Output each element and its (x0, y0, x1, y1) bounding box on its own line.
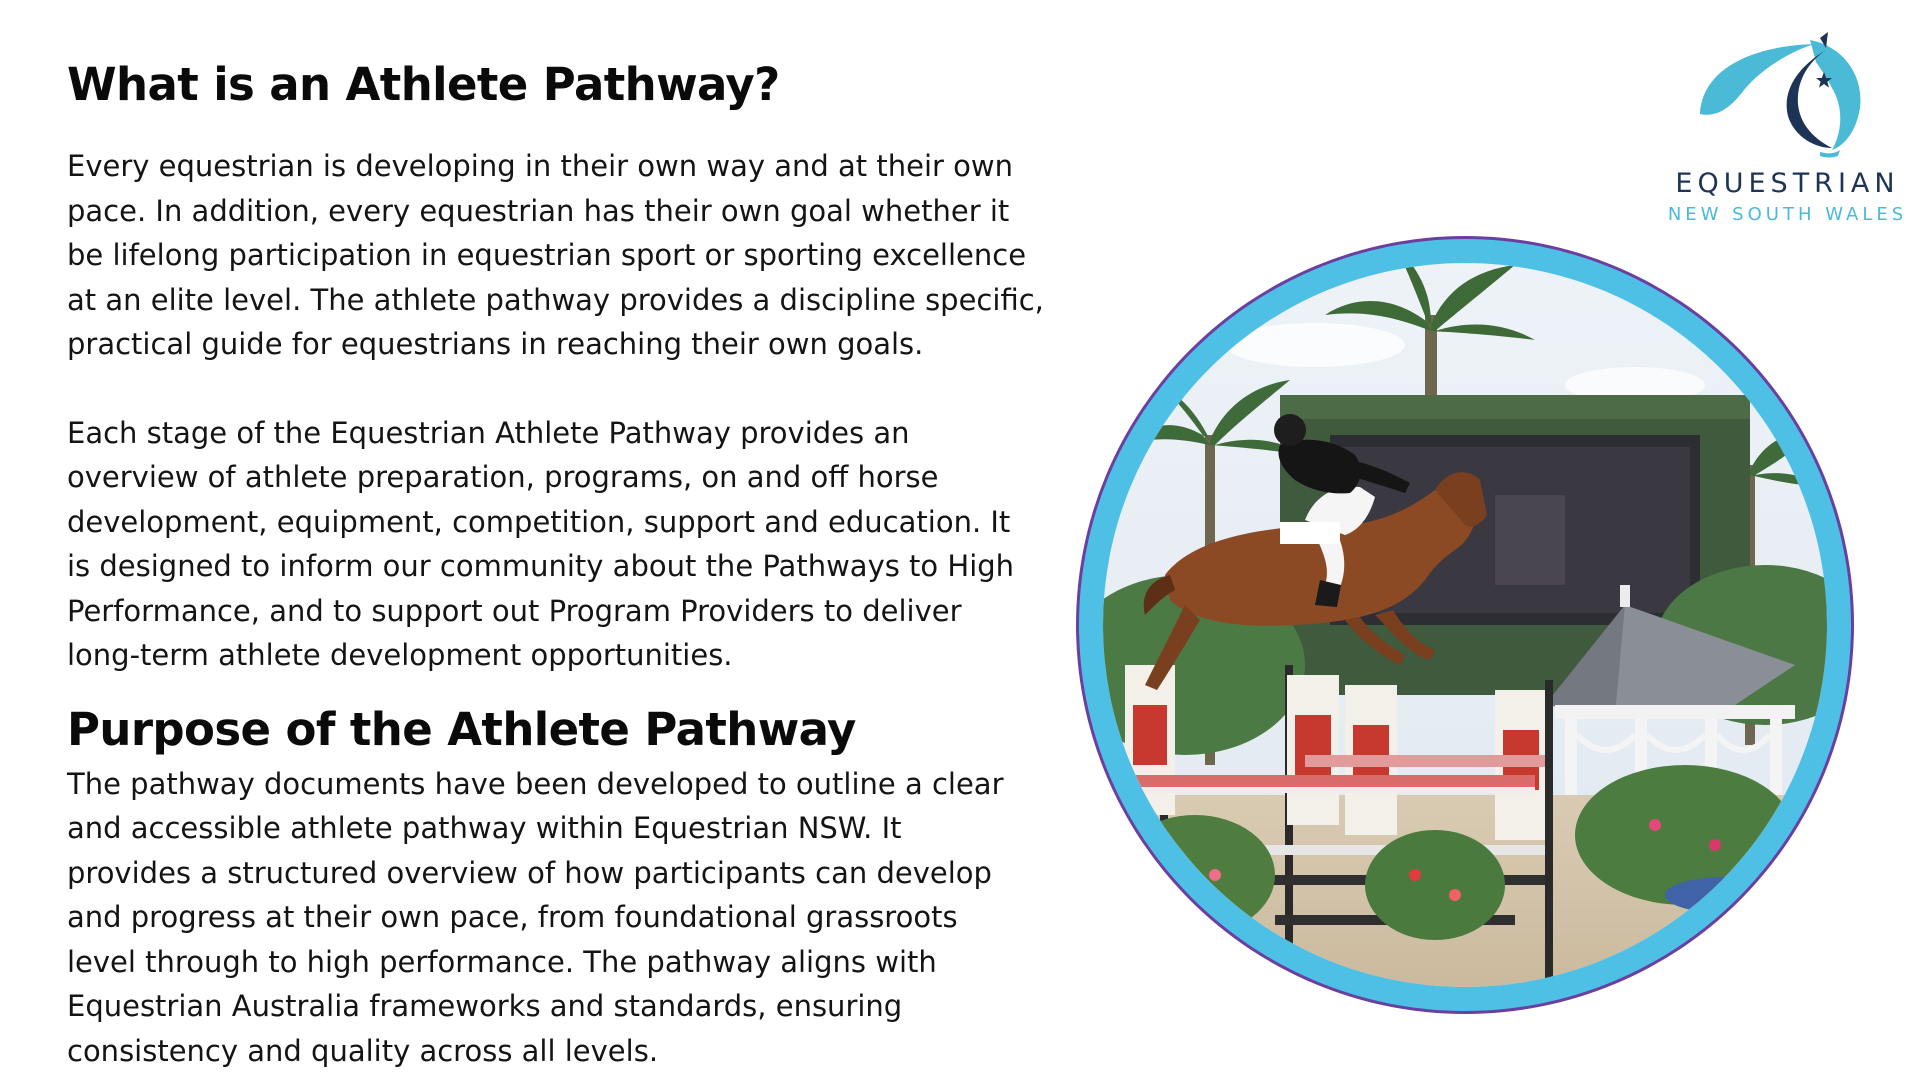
paragraph-line: is designed to inform our community about the Pathways to High (67, 549, 1015, 583)
paragraph-line: be lifelong participation in equestrian sport or sporting excellence (67, 238, 1027, 272)
section-heading: Purpose of the Athlete Pathway (67, 702, 856, 756)
paragraph-line: The pathway documents have been developed to outline a clear (67, 766, 1004, 801)
paragraph-line: provides a structured overview of how participants can develop (67, 855, 992, 890)
paragraph-line: development, equipment, competition, support and education. It (67, 504, 1011, 539)
logo-subtitle: NEW SOUTH WALES (1667, 204, 1908, 225)
paragraph-line: Performance, and to support out Program Providers to deliver (67, 593, 962, 628)
page-title: What is an Athlete Pathway? (67, 58, 780, 111)
paragraph-line: Equestrian Australia frameworks and standards, ensuring (67, 989, 903, 1023)
paragraph-line: long-term athlete development opportunities. (67, 638, 733, 672)
paragraph-line: level through to high performance. The pathway aligns with (67, 944, 937, 979)
horse-head-logo-icon (1692, 28, 1872, 163)
paragraph-line: Every equestrian is developing in their own way and at their own (67, 149, 1013, 183)
purpose-paragraph (67, 762, 1042, 1074)
paragraph-line: consistency and quality across all levels. (67, 1033, 659, 1068)
paragraph-line: overview of athlete preparation, programs, on and off horse (67, 460, 939, 494)
intro-paragraph (67, 144, 1042, 367)
paragraph-line: pace. In addition, every equestrian has their own goal whether it (67, 193, 1010, 228)
equestrian-nsw-logo (1655, 28, 1920, 228)
paragraph-line: Each stage of the Equestrian Athlete Pathway provides an (67, 415, 910, 450)
paragraph-line: and accessible athlete pathway within Equestrian NSW. It (67, 811, 902, 845)
paragraph-line: at an elite level. The athlete pathway provides a discipline specific, (67, 282, 1044, 317)
paragraph-line: practical guide for equestrians in reaching their own goals. (67, 327, 924, 361)
logo-wordmark: EQUESTRIAN (1675, 168, 1900, 199)
paragraph-line: and progress at their own pace, from foundational grassroots (67, 900, 958, 934)
stage-paragraph (67, 411, 1042, 678)
main-content (67, 58, 1042, 1073)
show-jumping-photo (1075, 235, 1855, 1015)
